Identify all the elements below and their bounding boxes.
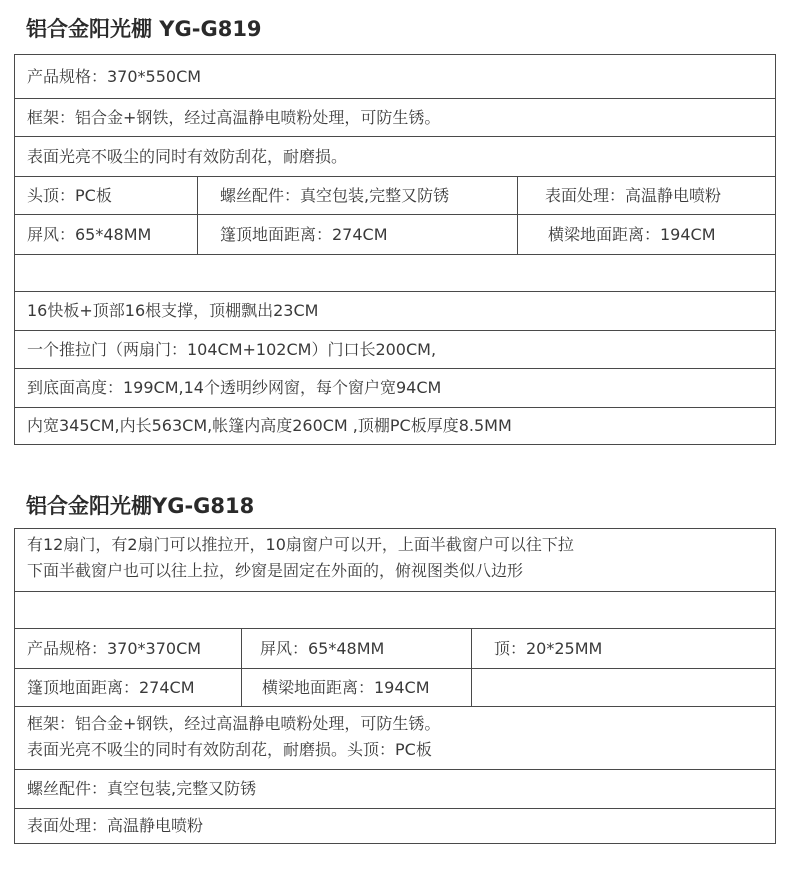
product-spec: 产品规格：370*370CM [27,638,202,658]
table-row [15,136,775,176]
table-row [15,254,775,291]
empty-cell [15,255,775,291]
sliding-door: 一个推拉门（两扇门：104CM+102CM）门口长200CM, [27,339,437,359]
spec-table [14,54,776,445]
frame-line: 框架：铝合金+钢铁，经过高温静电喷粉处理，可防生锈。 [27,714,441,733]
empty-cell [471,669,775,706]
table-row [15,591,775,628]
empty-cell [15,592,775,628]
surface-treatment: 表面处理：高温静电喷粉 [517,177,775,214]
screw-accessories: 螺丝配件：真空包装,完整又防锈 [27,779,257,798]
canopy-ground-distance: 篷顶地面距离：274CM [27,677,195,697]
table-row [15,668,775,706]
surface-desc: 表面光亮不吸尘的同时有效防刮花，耐磨损。 [27,146,348,166]
table-row [15,98,775,136]
table-row [15,769,775,808]
table-row [15,330,775,368]
table-row [15,706,775,769]
frame-line: 表面光亮不吸尘的同时有效防刮花，耐磨损。头顶：PC板 [27,740,432,759]
inner-dimensions: 内宽345CM,内长563CM,帐篷内高度260CM ,顶棚PC板厚度8.5MM [27,416,512,435]
section-title: 铝合金阳光棚 YG-G819 [26,17,262,41]
canopy-ground-distance: 篷顶地面距离：274CM [197,215,517,254]
description [15,529,775,591]
table-row [15,291,775,330]
beam-ground-distance: 横梁地面距离：194CM [517,215,775,254]
top-size: 顶：20*25MM [471,629,775,668]
table-row [15,529,775,591]
table-row [15,808,775,843]
bottom-height: 到底面高度：199CM,14个透明纱网窗，每个窗户宽94CM [27,378,442,397]
table-row [15,55,775,98]
top-material: 头顶：PC板 [27,185,112,205]
boards-support: 16快板+顶部16根支撑，顶棚飘出23CM [27,301,319,320]
screw-accessories: 螺丝配件：真空包装,完整又防锈 [197,177,517,214]
table-row [15,176,775,214]
surface-treatment: 表面处理：高温静电喷粉 [27,816,204,835]
table-row [15,407,775,444]
product-spec: 产品规格：370*550CM [27,66,202,86]
section-title: 铝合金阳光棚YG-G818 [26,494,255,518]
description-line: 有12扇门，有2扇门可以推拉开，10扇窗户可以开，上面半截窗户可以往下拉 [27,535,574,554]
description-line: 下面半截窗户也可以往上拉，纱窗是固定在外面的，俯视图类似八边形 [27,561,524,580]
table-row [15,368,775,407]
table-row [15,214,775,254]
screen-size: 屏风：65*48MM [27,224,152,244]
screen-size: 屏风：65*48MM [241,629,471,668]
frame-desc [15,707,775,769]
frame-desc: 框架：铝合金+钢铁，经过高温静电喷粉处理，可防生锈。 [27,107,441,127]
table-row [15,628,775,668]
spec-table [14,528,776,844]
beam-ground-distance: 横梁地面距离：194CM [241,669,471,706]
